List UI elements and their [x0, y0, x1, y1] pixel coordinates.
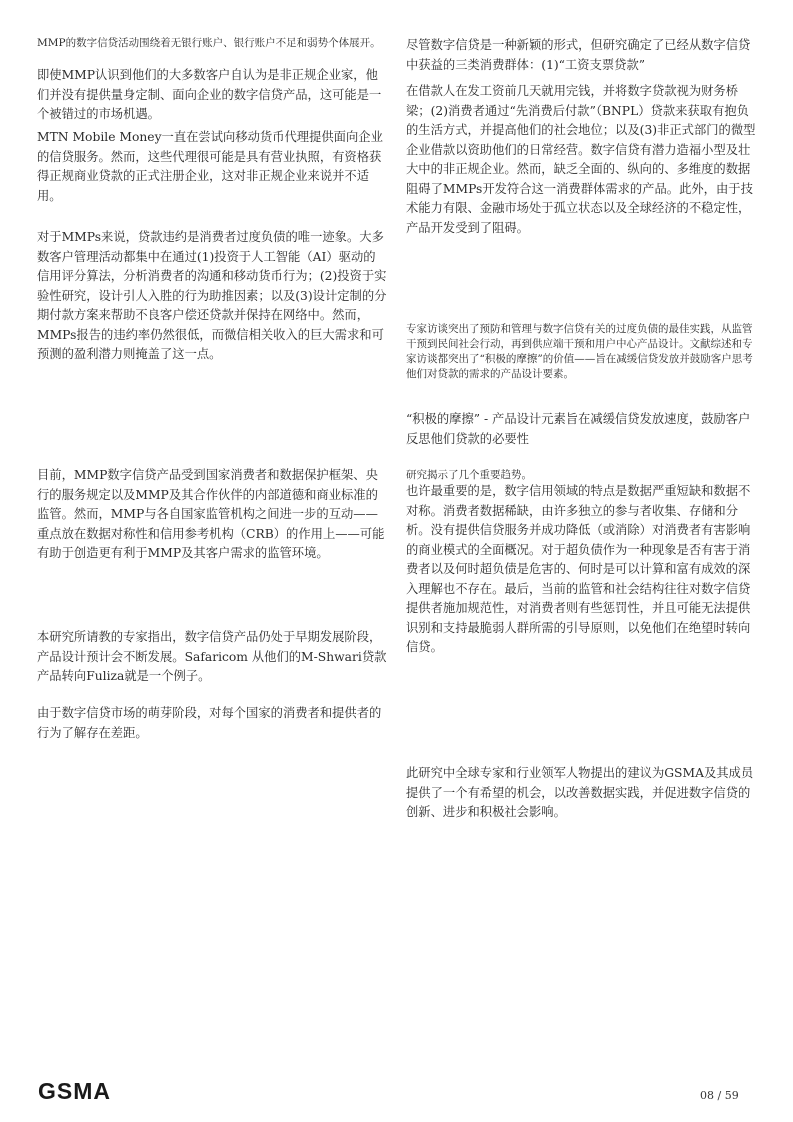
- paragraph-recommendations: 此研究中全球专家和行业领军人物提出的建议为GSMA及其成员提供了一个有希望的机会，以改善数据实践，并促进数字信贷的创新、进步和积极社会影响。: [406, 766, 754, 819]
- callout-positive-friction: “积极的摩擦” - 产品设计元素旨在减缓信贷发放速度，鼓励客户反思他们贷款的必要性: [406, 412, 751, 446]
- trends-heading: 研究揭示了几个重要趋势。: [406, 469, 532, 481]
- gsma-logo: [38, 1080, 160, 1102]
- paragraph-loan-default: 对于MMPs来说，贷款违约是消费者过度负债的唯一迹象。大多数客户管理活动都集中在通过(1)投资于人工智能（AI）驱动的信用评分算法，分析消费者的沟通和移动货币行为；(2)投资于实验性研究，设计引人入胜的行为助推因素；以及(3)设计定制的分期付款方案来帮助不良客户偿还贷款并保持在网络中。然而，MMPs报告的违约率仍然很低，而微信相关收入的巨大需求和可预测的盈利潜力则掩盖了这一点。: [37, 230, 387, 361]
- paragraph-consumer-groups: 在借款人在发工资前几天就用完钱，并将数字贷款视为财务桥梁；(2)消费者通过“先消费后付款”（BNPL）贷款来获取有抱负的生活方式，并提高他们的社会地位；以及(3)非正式部门的微型企业借款以资助他们的日常经营。数字信贷有潜力造福小型及壮大中的非正规企业。然而，缺乏全面的、纵向的、多维度的数据阻碍了MMPs开发符合这一消费群体需求的产品。此外，由于技术能力有限、金融市场处于孤立状态以及全球经济的不稳定性，产品开发受到了阻碍。: [406, 84, 756, 235]
- paragraph-consumer-groups-intro: 尽管数字信贷是一种新颖的形式，但研究确定了已经从数字信贷中获益的三类消费群体：(1)“工资支票贷款”: [406, 38, 751, 72]
- intro-caption: MMP的数字信贷活动围绕着无银行账户、银行账户不足和弱势个体展开。: [37, 37, 381, 49]
- paragraph-early-stage: 本研究所请教的专家指出，数字信贷产品仍处于早期发展阶段，产品设计预计会不断发展。Safaricom 从他们的M-Shwari贷款产品转向Fuliza就是一个例子。: [37, 630, 387, 683]
- paragraph-mtn-mobile-money: MTN Mobile Money一直在尝试向移动货币代理提供面向企业的信贷服务。然而，这些代理很可能是具有营业执照，有资格获得正规商业贷款的正式注册企业，这对非正规企业来说并不适用。: [37, 130, 383, 203]
- paragraph-data-scarcity: 也许最重要的是，数字信用领域的特点是数据严重短缺和数据不对称。消费者数据稀缺，由许多独立的参与者收集、存储和分析。没有提供信贷服务并成功降低（或消除）对消费者有害影响的商业模式的全面概况。对于超负债作为一种现象是否有害于消费者以及何时超负债是危害的、何时是可以计算和富有成效的深入理解也不存在。最后，当前的监管和社会结构往往对数字信贷提供者施加规范性，对消费者则有些惩罚性，并且可能无法提供识别和支持最脆弱人群所需的引导原则，以免他们在绝望时转向信贷。: [406, 484, 751, 654]
- page-number: 08 / 59: [700, 1089, 739, 1102]
- paragraph-best-practices: 专家访谈突出了预防和管理与数字信贷有关的过度负债的最佳实践，从监管干预到民间社会行动，再到供应端干预和用户中心产品设计。文献综述和专家访谈都突出了“积极的摩擦”的价值——旨在减缓信贷发放并鼓励客户思考他们对贷款的需求的产品设计要素。: [406, 323, 753, 380]
- paragraph-regulation: 目前，MMP数字信贷产品受到国家消费者和数据保护框架、央行的服务规定以及MMP及其合作伙伴的内部道德和商业标准的监管。然而，MMP与各自国家监管机构之间进一步的互动——重点放在数据对称性和信用参考机构（CRB）的作用上——可能有助于创造更有利于MMP及其客户需求的监管环境。: [37, 468, 385, 560]
- svg-text:GSMA: GSMA: [38, 1080, 111, 1102]
- paragraph-business-opportunity: 即使MMP认识到他们的大多数客户自认为是非正规企业家，他们并没有提供量身定制、面向企业的数字信贷产品，这可能是一个被错过的市场机遇。: [37, 68, 382, 121]
- paragraph-market-gaps: 由于数字信贷市场的萌芽阶段，对每个国家的消费者和提供者的行为了解存在差距。: [37, 706, 382, 740]
